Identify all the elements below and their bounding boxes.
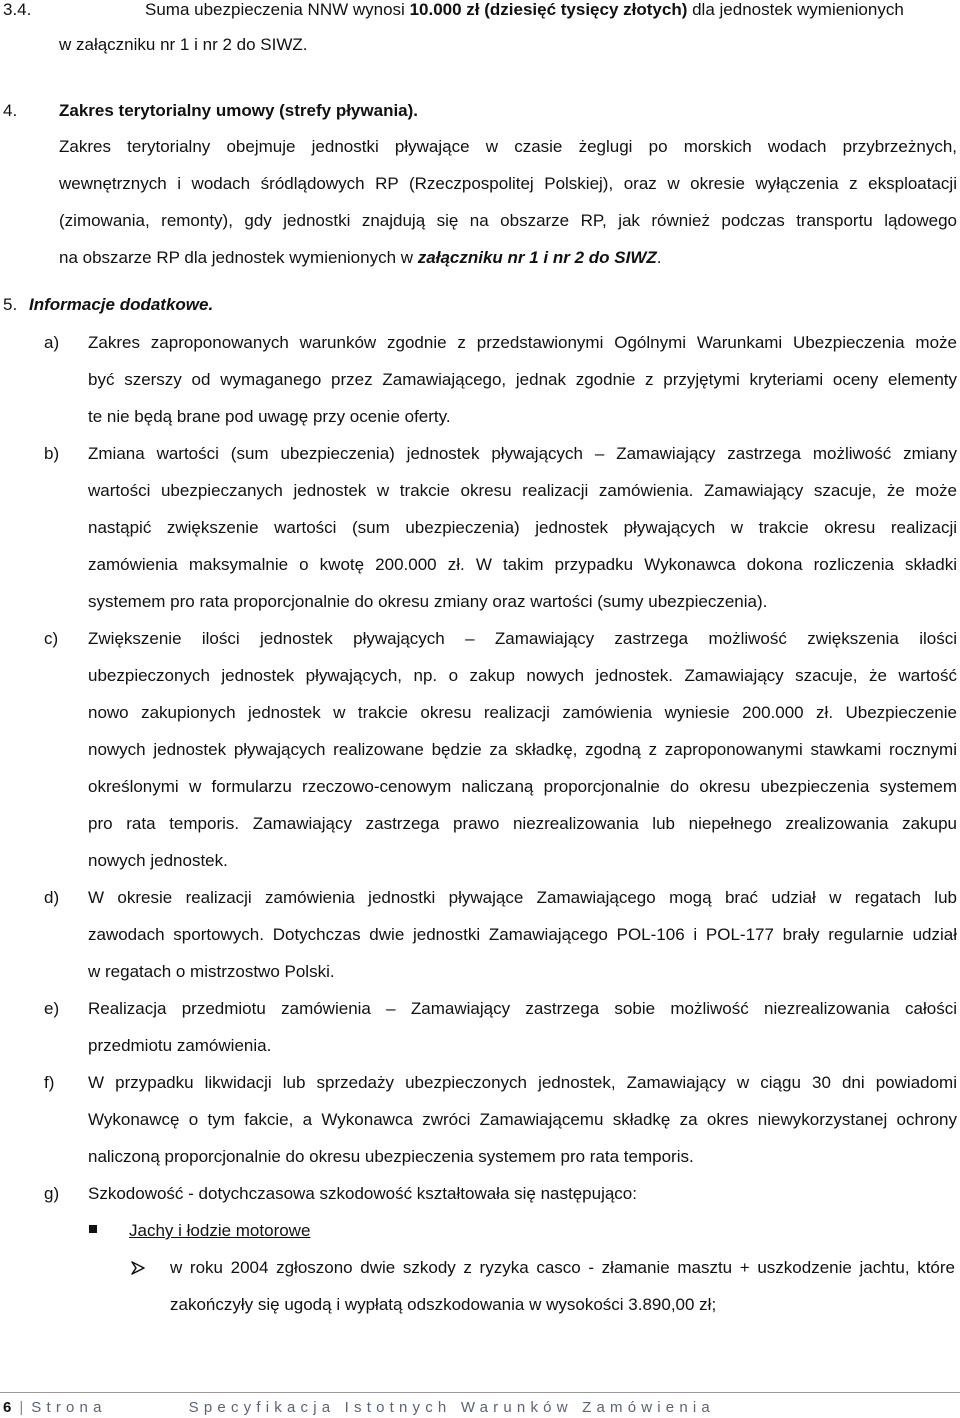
item-c-line: nowych jednostek pływających realizowane będzie za składkę, zgodną z zaproponowanymi stawkami rocznymi [88,740,957,759]
footer-document-title: Specyfikacja Istotnych Warunków Zamówienia [188,1399,715,1416]
item-a-line: te nie będą brane pod uwagę przy ocenie oferty. [88,407,451,426]
item-d-line: zawodach sportowych. Dotychczas dwie jednostki Zamawiającego POL-106 i POL-177 brały regularnie udział [88,925,957,944]
item-b-line: Zmiana wartości (sum ubezpieczenia) jednostek pływających – Zamawiający zastrzega możliwość zmiany [88,444,957,463]
item-c-line: Zwiększenie ilości jednostek pływających – Zamawiający zastrzega możliwość zwiększenia ilości [88,629,957,648]
item-g-line: Szkodowość - dotychczasowa szkodowość kształtowała się następująco: [88,1184,637,1203]
item-d-line: W okresie realizacji zamówienia jednostki pływające Zamawiającego mogą brać udział w regatach lub [88,888,957,907]
item-e-line: przedmiotu zamówienia. [88,1036,272,1055]
item-g-sub-heading: Jachy i łodzie motorowe [129,1221,311,1240]
page-footer [0,1398,960,1418]
item-a-line: być szerszy od wymaganego przez Zamawiającego, jednak zgodnie z przyjętymi kryteriami oceny elementy [88,370,957,389]
item-a-marker: a) [44,333,60,352]
item-g-sub-line: zakończyły się ugodą i wypłatą odszkodowania w wysokości 3.890,00 zł; [170,1295,717,1314]
section-4-line: (zimowania, remonty), gdy jednostki znajdują się na obszarze RP, jak również podczas transportu lądowego [59,211,957,230]
item-b-marker: b) [44,444,60,463]
section-4-line: Zakres terytorialny obejmuje jednostki pływające w czasie żeglugi po morskich wodach przybrzeżnych, [59,137,957,156]
item-g-marker: g) [44,1184,60,1203]
item-d-marker: d) [44,888,60,907]
section-5-heading: Informacje dodatkowe. [29,295,214,314]
footer-divider [0,1392,960,1393]
arrow-bullet-icon [130,1260,146,1276]
item-c-line: nowo zakupionych jednostek w trakcie okresu realizacji zamówienia wyniesie 200.000 zł. Ubezpieczenie [88,703,957,722]
item-b-line: zamówienia maksymalnie o kwotę 200.000 zł. W takim przypadku Wykonawca dokona rozliczenia składki [88,555,957,574]
section-3-4-text: Suma ubezpieczenia NNW wynosi 10.000 zł (dziesięć tysięcy złotych) dla jednostek wymienionych [145,0,904,19]
item-d-line: w regatach o mistrzostwo Polski. [88,962,335,981]
footer-separator: | [19,1399,24,1416]
section-3-4-number: 3.4. [3,0,32,19]
item-c-line: ubezpieczonych jednostek pływających, np. o zakup nowych jednostek. Zamawiający szacuje, że wartość [88,666,957,685]
item-a-line: Zakres zaproponowanych warunków zgodnie z przedstawionymi Ogólnymi Warunkami Ubezpieczenia może [88,333,957,352]
item-f-line: naliczoną proporcjonalnie do okresu ubezpieczenia systemem pro rata temporis. [88,1147,694,1166]
item-c-line: pro rata temporis. Zamawiający zastrzega prawo niezrealizowania lub niepełnego zrealizowania zakupu [88,814,957,833]
item-f-line: Wykonawcę o tym fakcie, a Wykonawca zwróci Zamawiającemu składkę za okres niewykorzystanej ochrony [88,1110,957,1129]
square-bullet-icon [89,1225,97,1233]
item-e-line: Realizacja przedmiotu zamówienia – Zamawiający zastrzega sobie możliwość niezrealizowania całości [88,999,957,1018]
item-c-line: określonymi w formularzu rzeczowo-cenowym naliczaną proporcjonalnie do okresu ubezpieczenia systemem [88,777,957,796]
section-4-heading: Zakres terytorialny umowy (strefy pływania). [59,101,419,120]
item-e-marker: e) [44,999,60,1018]
section-4-number: 4. [3,101,18,120]
footer-page-word: Strona [31,1399,107,1416]
item-f-marker: f) [44,1073,55,1092]
section-5-number: 5. [3,295,18,314]
section-3-4-text-line2: w załączniku nr 1 i nr 2 do SIWZ. [59,35,308,54]
item-f-line: W przypadku likwidacji lub sprzedaży ubezpieczonych jednostek, Zamawiający w ciągu 30 dni powiadomi [88,1073,957,1092]
item-c-marker: c) [44,629,59,648]
item-g-sub-line: w roku 2004 zgłoszono dwie szkody z ryzyka casco - złamanie masztu + uszkodzenie jachtu, które [170,1258,955,1277]
item-b-line: wartości ubezpieczanych jednostek w trakcie okresu realizacji zamówienia. Zamawiający szacuje, że może [88,481,957,500]
section-4-line-last: na obszarze RP dla jednostek wymienionych w załączniku nr 1 i nr 2 do SIWZ. [59,248,662,267]
item-b-line: systemem pro rata proporcjonalnie do okresu zmiany oraz wartości (sumy ubezpieczenia). [88,592,768,611]
item-c-line: nowych jednostek. [88,851,228,870]
section-4-line: wewnętrznych i wodach śródlądowych RP (Rzeczpospolitej Polskiej), oraz w okresie wyłączenia z eksploatacji [59,174,957,193]
item-b-line: nastąpić zwiększenie wartości (sum ubezpieczenia) jednostek pływających w trakcie okresu realizacji [88,518,957,537]
footer-page-number: 6 [3,1399,12,1416]
